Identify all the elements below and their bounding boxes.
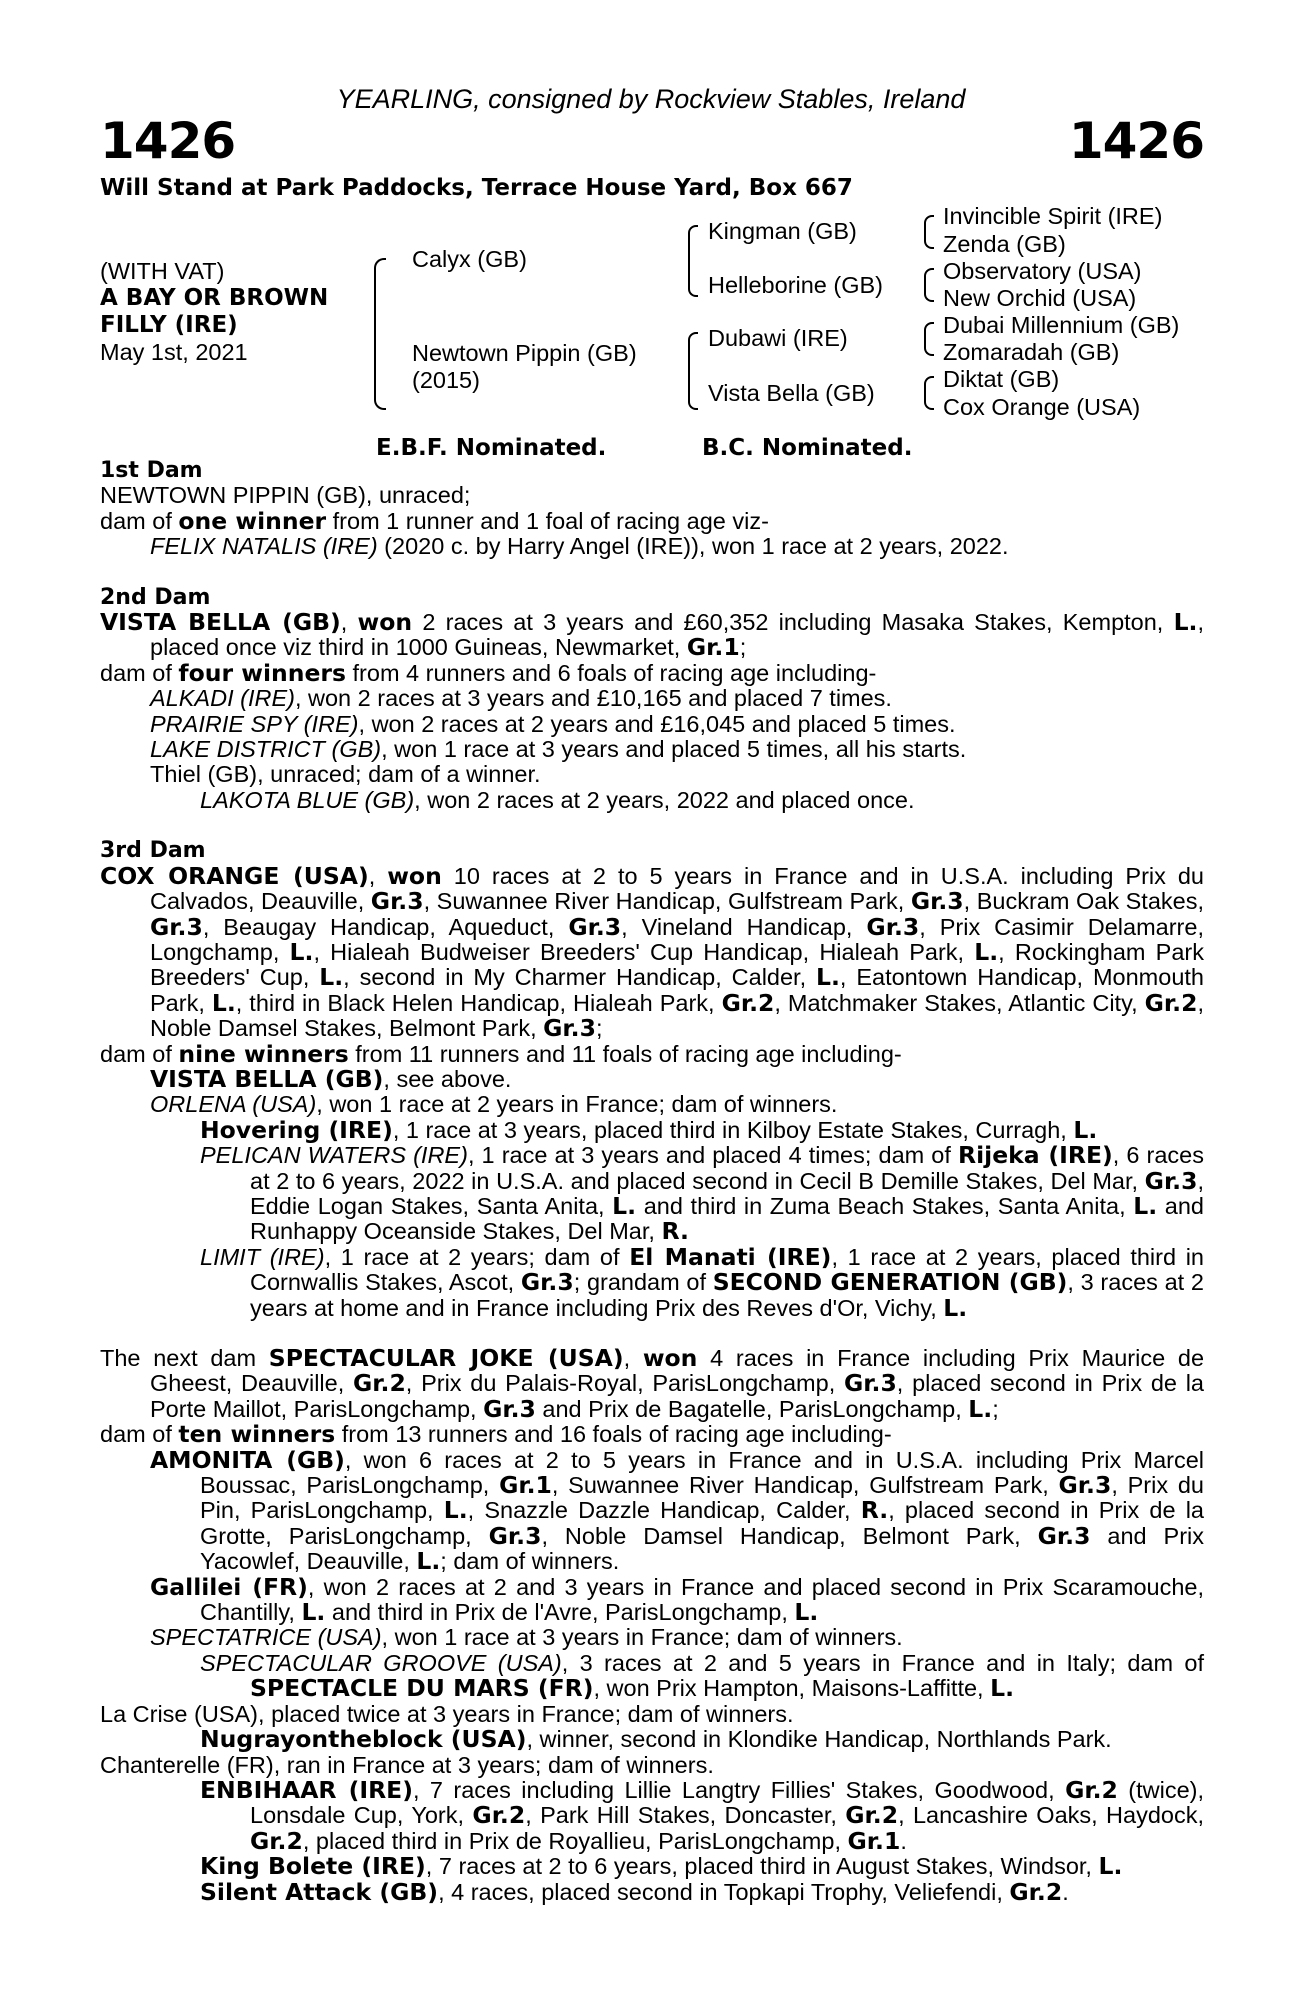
second-dam-heading: 2nd Dam	[100, 584, 211, 610]
grandparent-5: Dubai Millennium (GB)	[943, 312, 1180, 338]
brace-dam	[688, 332, 698, 410]
brace-g1	[924, 215, 934, 249]
first-dam-foal: FELIX NATALIS (IRE) (2020 c. by Harry Angel (IRE)), won 1 race at 2 years, 2022.	[150, 533, 1009, 560]
list-item: SPECTATRICE (USA), won 1 race at 3 years in France; dam of winners.	[150, 1624, 903, 1651]
grandparent-4: New Orchid (USA)	[943, 285, 1137, 311]
horse-description-2: FILLY (IRE)	[100, 312, 238, 338]
list-item: PRAIRIE SPY (IRE), won 2 races at 2 years and £16,045 and placed 5 times.	[150, 710, 956, 737]
second-dam-produce: dam of four winners from 4 runners and 6 foals of racing age including-	[100, 658, 877, 687]
grandparent-8: Cox Orange (USA)	[943, 394, 1141, 420]
list-item: Chanterelle (FR), ran in France at 3 years; dam of winners.	[100, 1751, 714, 1778]
list-item: AMONITA (GB), won 6 races at 2 to 5 years in France and in U.S.A. including Prix Marcel Boussac, ParisLongchamp, Gr.1, Suwannee River Handicap, Gulfstream Park, Gr.3, Prix du Pin, ParisLongchamp, L., Snazzle Dazzle Handicap, Calder, R., placed second in Prix de la Grotte, ParisLongchamp, Gr.3, Noble Damsel Handicap, Belmont Park, Gr.3 and Prix Yacowlef, Deauville, L.; dam of winners.	[150, 1445, 1205, 1576]
third-dam-record: COX ORANGE (USA), won 10 races at 2 to 5 years in France and in U.S.A. including Prix du Calvados, Deauville, Gr.3, Suwannee River Handicap, Gulfstream Park, Gr.3, Buckram Oak Stakes, Gr.3, Beaugay Handicap, Aqueduct, Gr.3, Vineland Handicap, Gr.3, Prix Casimir Delamarre, Longchamp, L., Hialeah Budweiser Breeders' Cup Handicap, Hialeah Park, L., Rockingham Park Breeders' Cup, L., second in My Charmer Handicap, Calder, L., Eatontown Handicap, Monmouth Park, L., third in Black Helen Handicap, Hialeah Park, Gr.2, Matchmaker Stakes, Atlantic City, Gr.2, Noble Damsel Stakes, Belmont Park, Gr.3;	[100, 861, 1205, 1043]
first-dam-produce: dam of one winner from 1 runner and 1 foal of racing age viz-	[100, 506, 769, 535]
second-dam-line: VISTA BELLA (GB), won 2 races at 3 years and £60,352 including Masaka Stakes, Kempton, L., placed once viz third in 1000 Guineas, Newmarket, Gr.1;	[100, 608, 1204, 662]
consignment-heading: YEARLING, consigned by Rockview Stables, Ireland	[336, 84, 966, 114]
stand-location: Will Stand at Park Paddocks, Terrace House Yard, Box 667	[100, 175, 853, 201]
brace-g2	[924, 268, 934, 302]
list-item: PELICAN WATERS (IRE), 1 race at 3 years and placed 4 times; dam of Rijeka (IRE), 6 races at 2 to 6 years, 2022 in U.S.A. and placed second in Cecil B Demille Stakes, Del Mar, Gr.3, Eddie Logan Stakes, Santa Anita, L. and third in Zuma Beach Stakes, Santa Anita, L. and Runhappy Oceanside Stakes, Del Mar, R.	[200, 1141, 1204, 1246]
list-item: SPECTACULAR GROOVE (USA), 3 races at 2 and 5 years in France and in Italy; dam of SPECTACLE DU MARS (FR), won Prix Hampton, Maisons-Laffitte, L.	[200, 1649, 1204, 1703]
list-item: La Crise (USA), placed twice at 3 years in France; dam of winners.	[100, 1700, 794, 1727]
horse-description-1: A BAY OR BROWN	[100, 285, 329, 311]
third-dam-heading: 3rd Dam	[100, 838, 206, 864]
foaling-date: May 1st, 2021	[100, 339, 248, 365]
lot-number-right: 1426	[1068, 112, 1204, 170]
list-item: ALKADI (IRE), won 2 races at 3 years and £10,165 and placed 7 times.	[150, 685, 892, 712]
brace-parents	[374, 258, 386, 410]
grandparent-3: Observatory (USA)	[943, 258, 1142, 284]
next-dam-produce: dam of ten winners from 13 runners and 16 foals of racing age including-	[100, 1420, 892, 1449]
next-dam-record: The next dam SPECTACULAR JOKE (USA), won 4 races in France including Prix Maurice de Gheest, Deauville, Gr.2, Prix du Palais-Royal, ParisLongchamp, Gr.3, placed second in Prix de la Porte Maillot, ParisLongchamp, Gr.3 and Prix de Bagatelle, ParisLongchamp, L.;	[100, 1344, 1205, 1423]
grandparent-2: Zenda (GB)	[943, 231, 1066, 257]
list-item: ORLENA (USA), won 1 race at 2 years in France; dam of winners.	[150, 1091, 838, 1118]
list-item: King Bolete (IRE), 7 races at 2 to 6 years, placed third in August Stakes, Windsor, L.	[200, 1852, 1123, 1881]
list-item: LIMIT (IRE), 1 race at 2 years; dam of El Manati (IRE), 1 race at 2 years, placed third in Cornwallis Stakes, Ascot, Gr.3; grandam of SECOND GENERATION (GB), 3 races at 2 years at home and in France including Prix des Reves d'Or, Vichy, L.	[200, 1242, 1204, 1322]
list-item: VISTA BELLA (GB), see above.	[150, 1064, 512, 1093]
list-item: Nugrayontheblock (USA), winner, second in Klondike Handicap, Northlands Park.	[200, 1725, 1112, 1754]
grandparent-1: Invincible Spirit (IRE)	[943, 203, 1163, 229]
grandparent-7: Diktat (GB)	[943, 366, 1060, 392]
ebf-nominated: E.B.F. Nominated.	[376, 435, 607, 461]
third-dam-produce: dam of nine winners from 11 runners and 11 foals of racing age including-	[100, 1039, 902, 1068]
vat-note: (WITH VAT)	[100, 258, 225, 284]
first-dam-line: NEWTOWN PIPPIN (GB), unraced;	[100, 482, 471, 509]
sire-dam: Helleborine (GB)	[708, 272, 884, 298]
sire-sire: Kingman (GB)	[708, 218, 857, 244]
brace-g3	[924, 322, 934, 356]
dam-year: (2015)	[412, 367, 480, 393]
list-item: Gallilei (FR), won 2 races at 2 and 3 years in France and placed second in Prix Scaramouche, Chantilly, L. and third in Prix de l'Avre, ParisLongchamp, L.	[150, 1572, 1205, 1627]
brace-g4	[924, 376, 934, 410]
list-item: LAKOTA BLUE (GB), won 2 races at 2 years, 2022 and placed once.	[200, 786, 915, 813]
sire: Calyx (GB)	[412, 246, 527, 272]
list-item: Hovering (IRE), 1 race at 3 years, placed third in Kilboy Estate Stakes, Curragh, L.	[200, 1115, 1098, 1144]
grandparent-6: Zomaradah (GB)	[943, 339, 1120, 365]
list-item: LAKE DISTRICT (GB), won 1 race at 3 years and placed 5 times, all his starts.	[150, 736, 967, 763]
catalogue-body	[100, 458, 1204, 1905]
list-item: ENBIHAAR (IRE), 7 races including Lillie Langtry Fillies' Stakes, Goodwood, Gr.2 (twice), Lonsdale Cup, York, Gr.2, Park Hill Stakes, Doncaster, Gr.2, Lancashire Oaks, Haydock, Gr.2, placed third in Prix de Royallieu, ParisLongchamp, Gr.1.	[200, 1775, 1205, 1855]
dam: Newtown Pippin (GB)	[412, 340, 637, 366]
list-item: Silent Attack (GB), 4 races, placed second in Topkapi Trophy, Veliefendi, Gr.2.	[200, 1877, 1069, 1906]
first-dam-heading: 1st Dam	[100, 458, 203, 483]
dam-sire: Dubawi (IRE)	[708, 325, 848, 351]
brace-sire	[688, 225, 698, 297]
dam-dam: Vista Bella (GB)	[708, 380, 875, 406]
bc-nominated: B.C. Nominated.	[702, 435, 913, 461]
list-item: Thiel (GB), unraced; dam of a winner.	[150, 761, 541, 788]
lot-number-left: 1426	[100, 112, 236, 170]
